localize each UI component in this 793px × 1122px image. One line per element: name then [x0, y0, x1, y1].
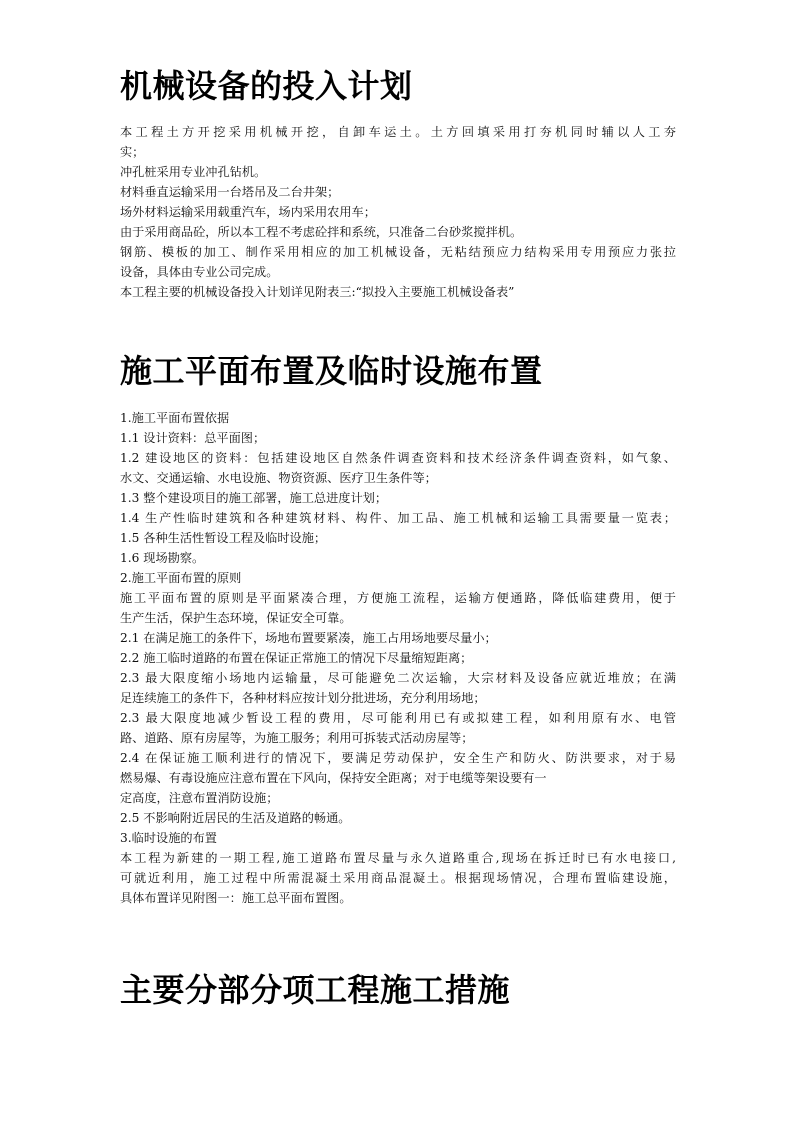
paragraph-line: 3.临时设施的布置: [120, 831, 217, 845]
paragraph-line: 本工程主要的机械设备投入计划详见附表三:“拟投入主要施工机械设备表”: [120, 285, 515, 299]
paragraph-line: 1.6 现场勘察。: [120, 551, 205, 565]
paragraph-line: 2.1 在满足施工的条件下，场地布置要紧凑，施工占用场地要尽量小；: [120, 631, 497, 645]
paragraph-line: 2.3 最大限度地减少暂设工程的费用，尽可能利用已有或拟建工程，如利用原有水、电管: [120, 711, 676, 725]
paragraph-line: 由于采用商品砼，所以本工程不考虑砼拌和系统，只准备二台砂浆搅拌机。: [120, 225, 523, 239]
paragraph-line: 2.4 在保证施工顺利进行的情况下，要满足劳动保护，安全生产和防火、防洪要求，对于易: [120, 751, 676, 765]
paragraph-line: 设备，具体由专业公司完成。: [120, 265, 279, 279]
paragraph-line: 1.3 整个建设项目的施工部署，施工总进度计划；: [120, 491, 388, 505]
paragraph-line: 具体布置详见附图一：施工总平面布置图。: [120, 891, 352, 905]
paragraph-line: 本工程为新建的一期工程,施工道路布置尽量与永久道路重合,现场在拆迁时已有水电接口,: [120, 851, 676, 865]
paragraph-line: 可就近利用，施工过程中所需混凝土采用商品混凝土。根据现场情况，合理布置临建设施，: [120, 871, 676, 885]
paragraph-line: 1.施工平面布置依据: [120, 411, 230, 425]
paragraph-line: 场外材料运输采用载重汽车，场内采用农用车；: [120, 205, 376, 219]
section-body-site-layout: [120, 408, 676, 908]
section-heading-site-layout: 施工平面布置及临时设施布置: [120, 352, 543, 390]
paragraph-line: 1.2 建设地区的资料：包括建设地区自然条件调查资料和技术经济条件调查资料，如气象、: [120, 451, 676, 465]
section-heading-construction-measures: 主要分部分项工程施工措施: [120, 971, 511, 1009]
paragraph-line: 钢筋、模板的加工、制作采用相应的加工机械设备，无粘结预应力结构采用专用预应力张拉: [120, 245, 676, 259]
paragraph-line: 水文、交通运输、水电设施、物资资源、医疗卫生条件等；: [120, 471, 437, 485]
paragraph-line: 2.2 施工临时道路的布置在保证正常施工的情况下尽量缩短距离；: [120, 651, 473, 665]
paragraph-line: 材料垂直运输采用一台塔吊及二台井架；: [120, 185, 340, 199]
paragraph-line: 足连续施工的条件下，各种材料应按计划分批进场，充分利用场地；: [120, 691, 486, 705]
paragraph-line: 施工平面布置的原则是平面紧凑合理，方便施工流程，运输方便通路，降低临建费用，便于: [120, 591, 676, 605]
paragraph-line: 燃易爆、有毒设施应注意布置在下风向，保持安全距离；对于电缆等架设要有一: [120, 771, 547, 785]
paragraph-line: 路、道路、原有房屋等，为施工服务；利用可拆装式活动房屋等；: [120, 731, 474, 745]
paragraph-line: 1.4 生产性临时建筑和各种建筑材料、构件、加工品、施工机械和运输工具需要量一览表；: [120, 511, 676, 525]
section-body-machinery: [120, 122, 676, 302]
section-heading-machinery: 机械设备的投入计划: [120, 67, 413, 105]
paragraph-line: 1.1 设计资料：总平面图；: [120, 431, 266, 445]
paragraph-line: 定高度，注意布置消防设施；: [120, 791, 279, 805]
paragraph-line: 1.5 各种生活性暂设工程及临时设施；: [120, 531, 327, 545]
paragraph-line: 2.3 最大限度缩小场地内运输量，尽可能避免二次运输，大宗材料及设备应就近堆放；在满: [120, 671, 676, 685]
paragraph-line: 生产生活，保护生态环境，保证安全可靠。: [120, 611, 352, 625]
paragraph-line: 2.5 不影响附近居民的生活及道路的畅通。: [120, 811, 351, 825]
paragraph-line: 2.施工平面布置的原则: [120, 571, 242, 585]
paragraph-line: 冲孔桩采用专业冲孔钻机。: [120, 165, 267, 179]
paragraph-line: 本工程土方开挖采用机械开挖，自卸车运土。土方回填采用打夯机同时辅以人工夯: [120, 125, 676, 139]
paragraph-line: 实；: [120, 145, 145, 159]
